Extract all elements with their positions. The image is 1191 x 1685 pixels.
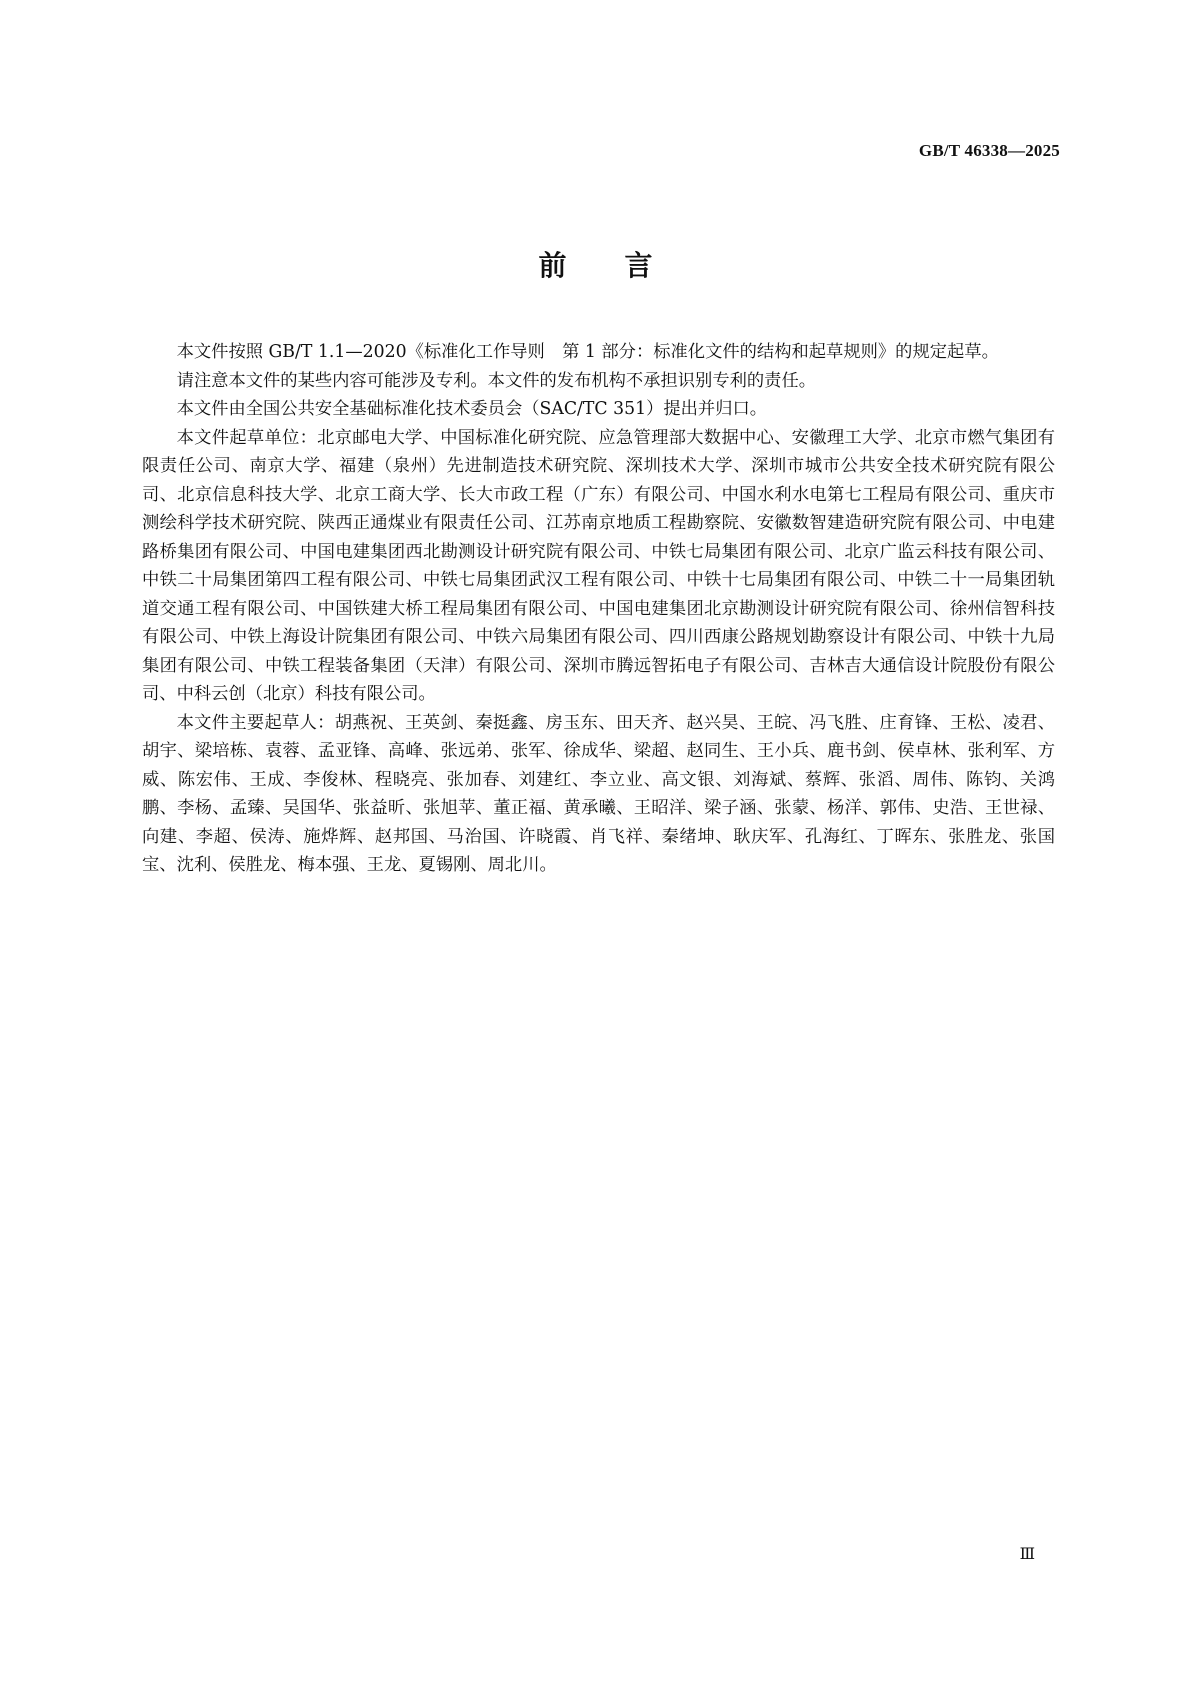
paragraph-patent-notice: 请注意本文件的某些内容可能涉及专利。本文件的发布机构不承担识别专利的责任。: [176, 370, 817, 391]
foreword-body: [142, 338, 1055, 880]
paragraph-drafting-rule: 本文件按照 GB/T 1.1—2020《标准化工作导则 第 1 部分：标准化文件的结构和起草规则》的规定起草。: [176, 342, 999, 362]
paragraph-drafting-units: 本文件起草单位：北京邮电大学、中国标准化研究院、应急管理部大数据中心、安徽理工大学、北京市燃气集团有限责任公司、南京大学、福建（泉州）先进制造技术研究院、深圳技术大学、深圳市城市公共安全技术研究院有限公司、北京信息科技大学、北京工商大学、长大市政工程（广东）有限公司、中国水利水电第七工程局有限公司、重庆市测绘科学技术研究院、陕西正通煤业有限责任公司、江苏南京地质工程勘察院、安徽数智建造研究院有限公司、中电建路桥集团有限公司、中国电建集团西北勘测设计研究院有限公司、中铁七局集团有限公司、北京广监云科技有限公司、中铁二十局集团第四工程有限公司、中铁七局集团武汉工程有限公司、中铁十七局集团有限公司、中铁二十一局集团轨道交通工程有限公司、中国铁建大桥工程局集团有限公司、中国电建集团北京勘测设计研究院有限公司、徐州信智科技有限公司、中铁上海设计院集团有限公司、中铁六局集团有限公司、四川西康公路规划勘察设计有限公司、中铁十九局集团有限公司、中铁工程装备集团（天津）有限公司、深圳市腾远智拓电子有限公司、吉林吉大通信设计院股份有限公司、中科云创（北京）科技有限公司。: [142, 427, 1055, 704]
page-title: 前言: [538, 249, 711, 282]
document-standard-number: GB/T 46338—2025: [918, 141, 1060, 160]
paragraph-proposer: 本文件由全国公共安全基础标准化技术委员会（SAC/TC 351）提出并归口。: [176, 399, 768, 419]
page-number: Ⅲ: [1019, 1546, 1035, 1563]
paragraph-drafters: 本文件主要起草人：胡燕祝、王英剑、秦挺鑫、房玉东、田天齐、赵兴昊、王皖、冯飞胜、庄育锋、王松、凌君、胡宇、梁培栋、袁蓉、孟亚锋、高峰、张远弟、张军、徐成华、梁超、赵同生、王小兵、鹿书剑、侯卓林、张利军、方威、陈宏伟、王成、李俊林、程晓亮、张加春、刘建红、李立业、高文银、刘海斌、蔡辉、张滔、周伟、陈钧、关鸿鹏、李杨、孟臻、吴国华、张益昕、张旭苹、董正福、黄承曦、王昭洋、梁子涵、张蒙、杨洋、郭伟、史浩、王世禄、向建、李超、侯涛、施烨辉、赵邦国、马治国、许晓霞、肖飞祥、秦绪坤、耿庆军、孔海红、丁晖东、张胜龙、张国宝、沈利、侯胜龙、梅本强、王龙、夏锡刚、周北川。: [142, 712, 1055, 875]
